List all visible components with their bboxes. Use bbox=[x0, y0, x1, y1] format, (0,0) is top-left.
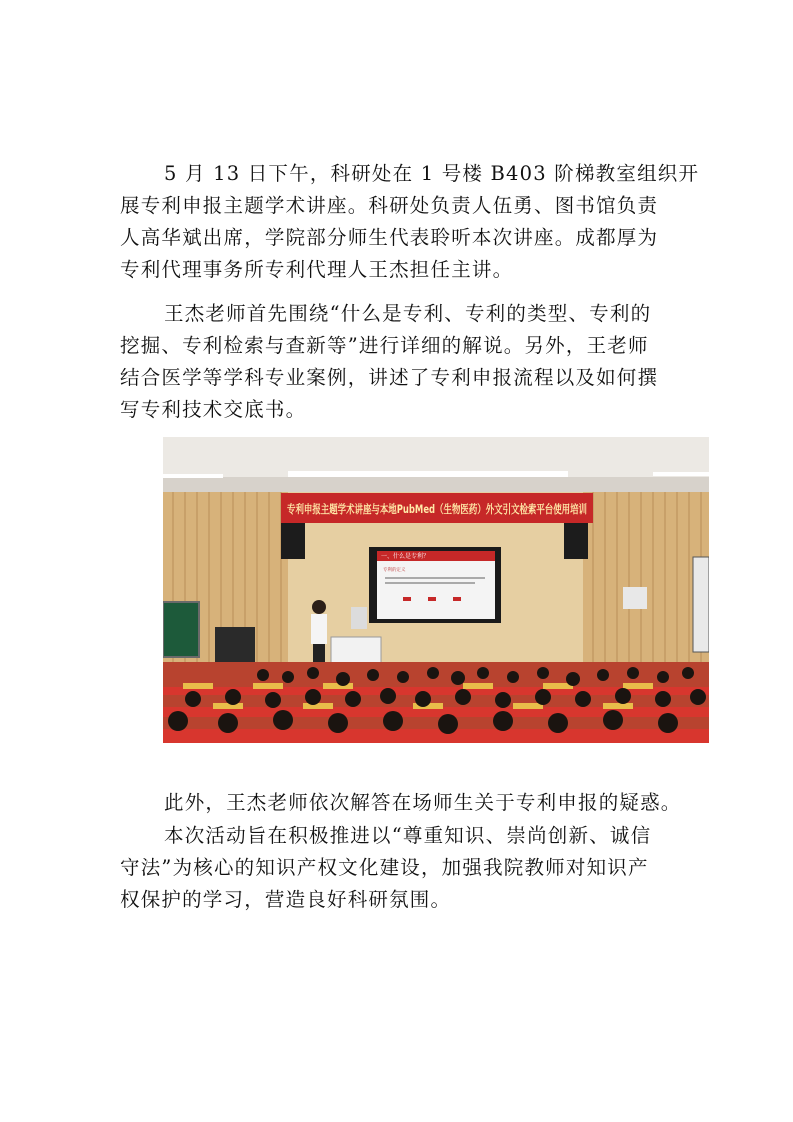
slide-subtitle: 专利的定义 bbox=[383, 568, 406, 573]
text-line: 展专利申报主题学术讲座。科研处负责人伍勇、图书馆负责 bbox=[120, 194, 659, 217]
text-line: 此外，王杰老师依次解答在场师生关于专利申报的疑惑。 bbox=[164, 791, 682, 814]
lecture-photo bbox=[163, 437, 709, 743]
text-line: 专利代理事务所专利代理人王杰担任主讲。 bbox=[120, 258, 514, 281]
paragraph-1 bbox=[120, 158, 700, 286]
paragraph-2 bbox=[120, 298, 680, 426]
text-line: 结合医学等学科专业案例，讲述了专利申报流程以及如何撰 bbox=[120, 366, 659, 389]
text-line: 写专利技术交底书。 bbox=[120, 398, 307, 421]
text-line: 人高华斌出席，学院部分师生代表聆听本次讲座。成都厚为 bbox=[120, 226, 659, 249]
slide-title: 一、什么是专利？ bbox=[381, 553, 430, 560]
text-line: 王杰老师首先围绕“什么是专利、专利的类型、专利的 bbox=[164, 302, 652, 325]
banner-text: 专利申报主题学术讲座与本地PubMed（生物医药）外文引文检索平台使用培训 bbox=[287, 502, 587, 516]
text-line: 权保护的学习，营造良好科研氛围。 bbox=[120, 888, 452, 911]
text-line: 挖掘、专利检索与查新等”进行详细的解说。另外，王老师 bbox=[120, 334, 649, 357]
paragraph-3 bbox=[120, 787, 680, 819]
paragraph-4 bbox=[120, 820, 680, 916]
text-line: 5 月 13 日下午，科研处在 1 号楼 B403 阶梯教室组织开 bbox=[164, 162, 700, 185]
text-line: 守法”为核心的知识产权文化建设，加强我院教师对知识产 bbox=[120, 856, 649, 879]
text-line: 本次活动旨在积极推进以“尊重知识、崇尚创新、诚信 bbox=[164, 824, 652, 847]
